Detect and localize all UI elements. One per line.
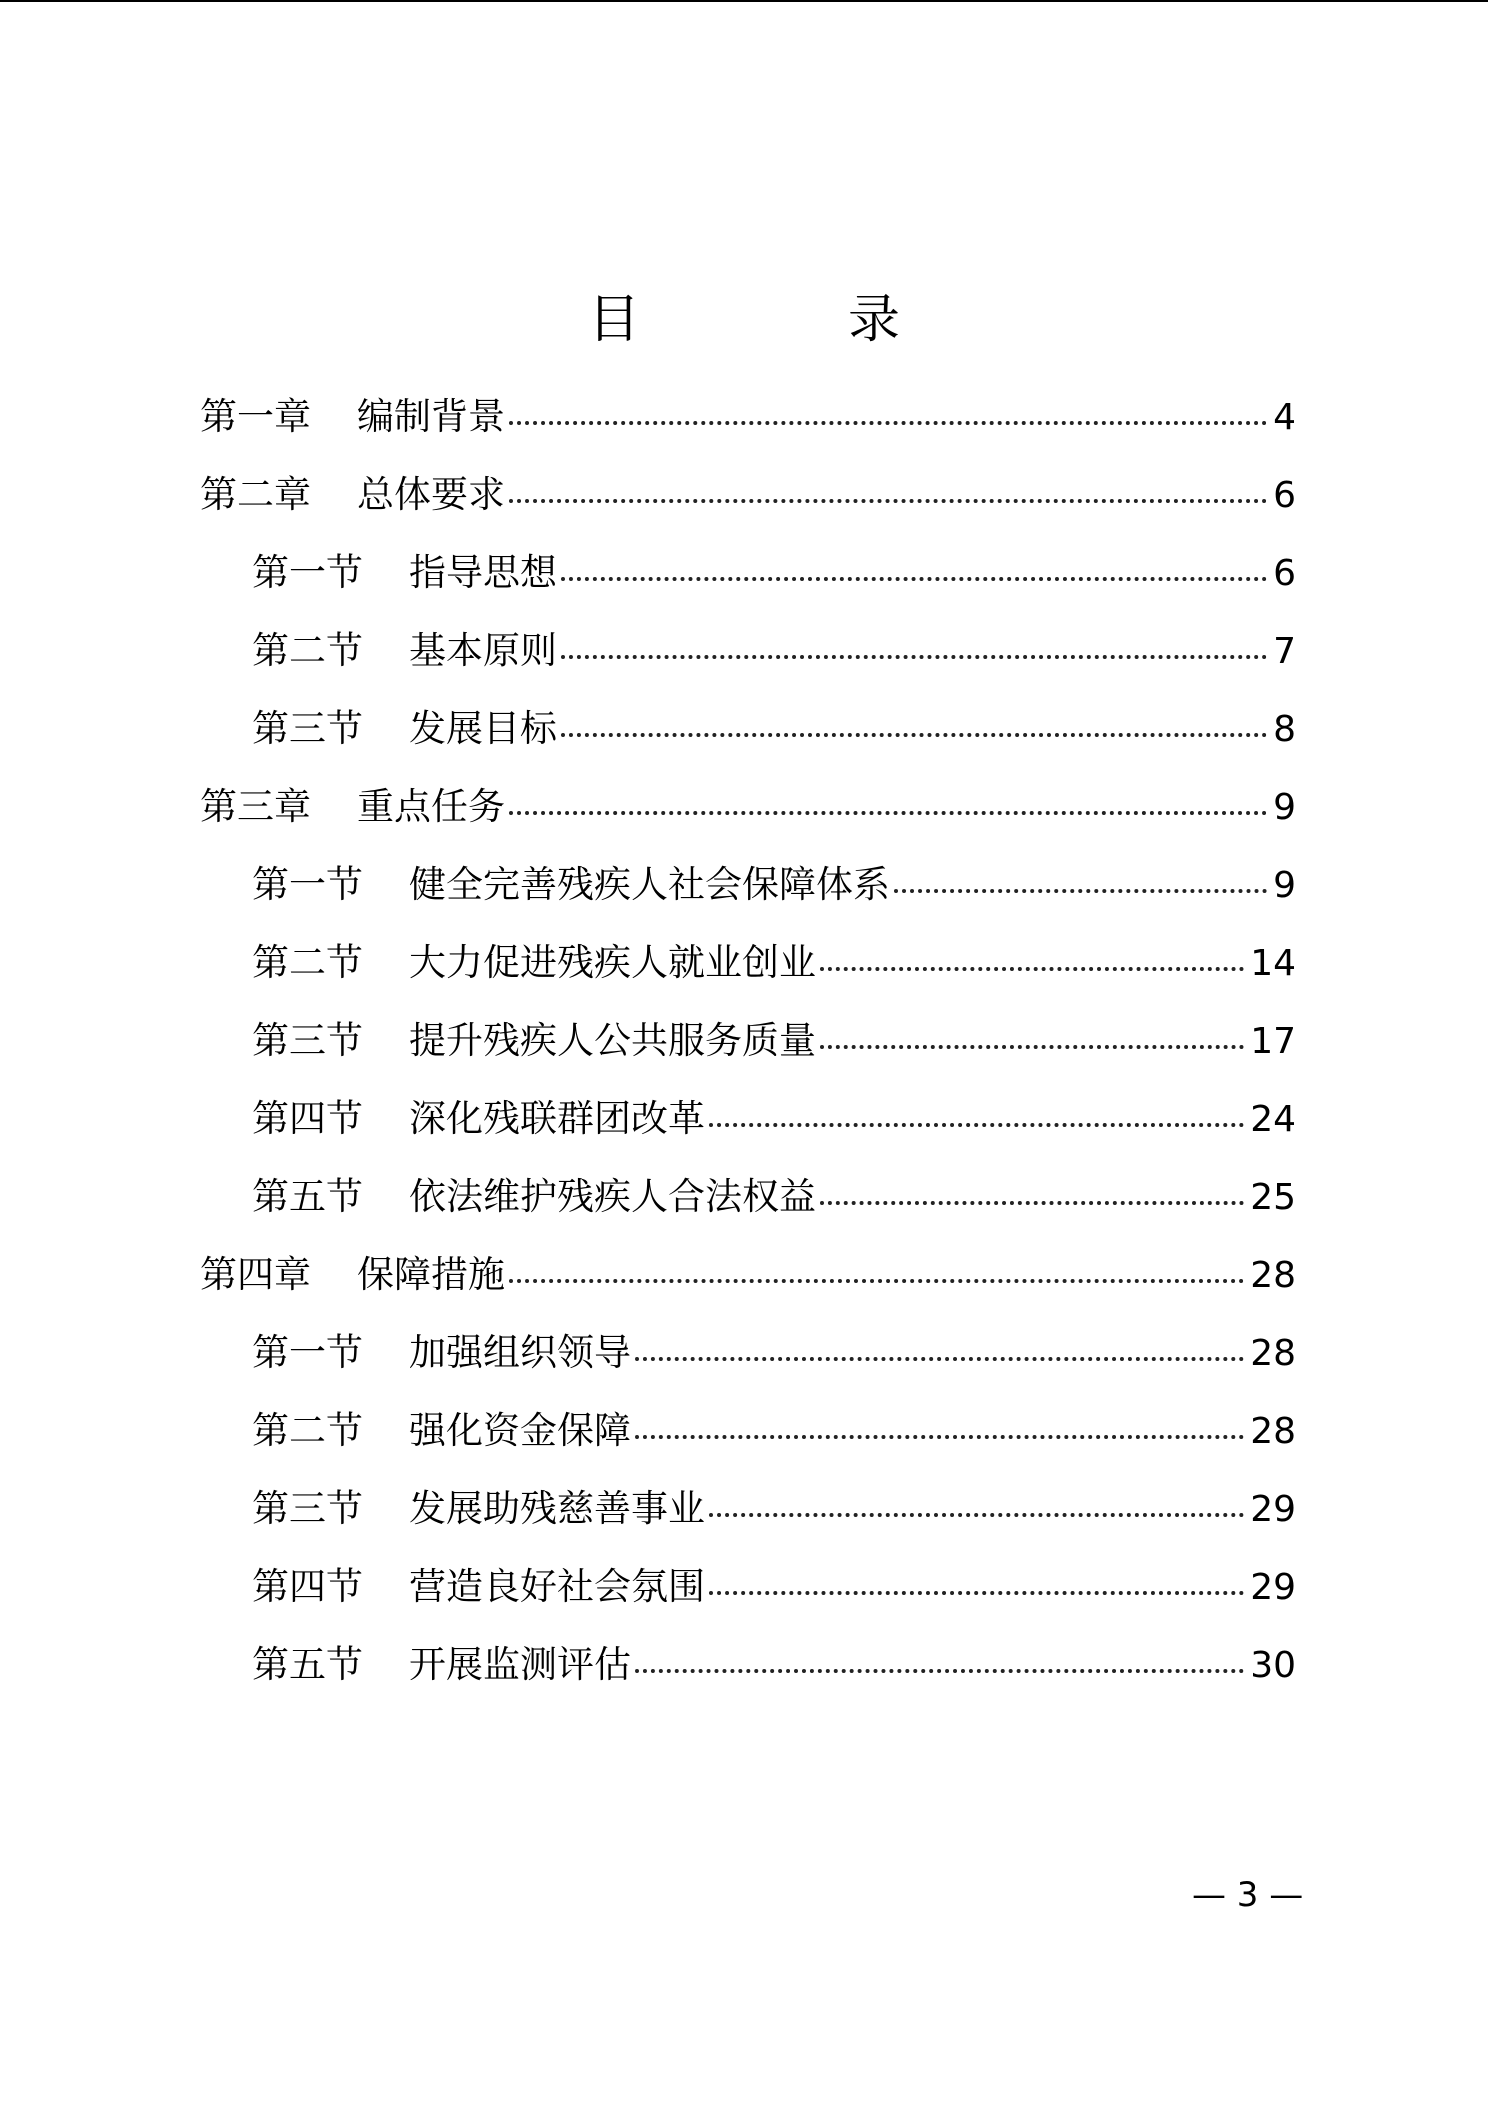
toc-entry-heading: 指导思想	[409, 551, 557, 594]
toc-entry-page: 14	[1250, 943, 1296, 984]
dot-leader	[709, 1513, 1244, 1517]
top-border-line	[0, 0, 1488, 2]
toc-entry-page: 6	[1273, 553, 1296, 594]
dot-leader	[635, 1357, 1244, 1361]
toc-entry-page: 6	[1273, 475, 1296, 516]
toc-entry-page: 24	[1250, 1099, 1296, 1140]
toc-entry-page: 29	[1250, 1567, 1296, 1608]
dot-leader	[709, 1123, 1244, 1127]
toc-entry-heading: 发展助残慈善事业	[409, 1487, 705, 1530]
toc-entry-label: 第三章	[200, 785, 311, 828]
table-of-contents	[200, 378, 1296, 1704]
toc-entry-label: 第二节	[252, 629, 363, 672]
toc-entry-label: 第一节	[252, 551, 363, 594]
toc-entry-label: 第一章	[200, 395, 311, 438]
toc-entry-heading: 依法维护残疾人合法权益	[409, 1175, 816, 1218]
toc-entry-label: 第四章	[200, 1253, 311, 1296]
toc-entry-heading: 重点任务	[357, 785, 505, 828]
toc-entry-page: 7	[1273, 631, 1296, 672]
toc-entry-label: 第二节	[252, 1409, 363, 1452]
toc-entry-page: 8	[1273, 709, 1296, 750]
toc-entry-page: 9	[1273, 865, 1296, 906]
dot-leader	[820, 1045, 1244, 1049]
toc-entry[interactable]	[200, 1080, 1296, 1158]
toc-entry-heading: 强化资金保障	[409, 1409, 631, 1452]
toc-entry[interactable]	[200, 768, 1296, 846]
toc-entry-label: 第二节	[252, 941, 363, 984]
toc-entry[interactable]	[200, 1158, 1296, 1236]
dot-leader	[709, 1591, 1244, 1595]
toc-entry-label: 第三节	[252, 707, 363, 750]
toc-entry-heading: 开展监测评估	[409, 1643, 631, 1686]
toc-entry[interactable]	[200, 846, 1296, 924]
toc-entry-page: 4	[1273, 397, 1296, 438]
toc-entry-label: 第二章	[200, 473, 311, 516]
toc-entry-heading: 基本原则	[409, 629, 557, 672]
toc-entry-page: 29	[1250, 1489, 1296, 1530]
toc-entry-page: 28	[1250, 1411, 1296, 1452]
dot-leader	[561, 655, 1267, 659]
toc-entry-page: 9	[1273, 787, 1296, 828]
dot-leader	[635, 1435, 1244, 1439]
toc-entry-heading: 大力促进残疾人就业创业	[409, 941, 816, 984]
toc-entry-heading: 编制背景	[357, 395, 505, 438]
toc-entry[interactable]	[200, 1548, 1296, 1626]
toc-entry-heading: 营造良好社会氛围	[409, 1565, 705, 1608]
toc-entry-label: 第五节	[252, 1175, 363, 1218]
toc-entry-label: 第三节	[252, 1019, 363, 1062]
dot-leader	[561, 733, 1267, 737]
dot-leader	[820, 1201, 1244, 1205]
toc-entry-heading: 健全完善残疾人社会保障体系	[409, 863, 890, 906]
toc-entry[interactable]	[200, 534, 1296, 612]
toc-entry[interactable]	[200, 1470, 1296, 1548]
dot-leader	[509, 811, 1267, 815]
toc-entry-heading: 总体要求	[357, 473, 505, 516]
toc-entry-page: 17	[1250, 1021, 1296, 1062]
toc-entry-page: 30	[1250, 1645, 1296, 1686]
toc-entry-page: 28	[1250, 1333, 1296, 1374]
toc-entry-label: 第三节	[252, 1487, 363, 1530]
dot-leader	[509, 1279, 1244, 1283]
toc-entry-label: 第四节	[252, 1565, 363, 1608]
toc-entry[interactable]	[200, 1002, 1296, 1080]
toc-entry-heading: 发展目标	[409, 707, 557, 750]
toc-entry-label: 第五节	[252, 1643, 363, 1686]
toc-entry-heading: 保障措施	[357, 1253, 505, 1296]
toc-entry-label: 第一节	[252, 863, 363, 906]
page-number: — 3 —	[1192, 1875, 1304, 1915]
dot-leader	[635, 1669, 1244, 1673]
toc-entry[interactable]	[200, 456, 1296, 534]
toc-entry-label: 第一节	[252, 1331, 363, 1374]
dot-leader	[509, 499, 1267, 503]
toc-entry-label: 第四节	[252, 1097, 363, 1140]
dot-leader	[561, 577, 1267, 581]
toc-entry-heading: 深化残联群团改革	[409, 1097, 705, 1140]
toc-entry[interactable]	[200, 1392, 1296, 1470]
toc-title: 目 录	[587, 290, 978, 350]
toc-entry[interactable]	[200, 1626, 1296, 1704]
dot-leader	[820, 967, 1244, 971]
toc-entry[interactable]	[200, 690, 1296, 768]
toc-entry[interactable]	[200, 612, 1296, 690]
toc-entry[interactable]	[200, 1314, 1296, 1392]
toc-entry[interactable]	[200, 1236, 1296, 1314]
toc-entry-heading: 加强组织领导	[409, 1331, 631, 1374]
toc-entry[interactable]	[200, 924, 1296, 1002]
toc-entry-heading: 提升残疾人公共服务质量	[409, 1019, 816, 1062]
toc-entry[interactable]	[200, 378, 1296, 456]
toc-entry-page: 28	[1250, 1255, 1296, 1296]
toc-entry-page: 25	[1250, 1177, 1296, 1218]
dot-leader	[509, 421, 1267, 425]
dot-leader	[894, 889, 1267, 893]
